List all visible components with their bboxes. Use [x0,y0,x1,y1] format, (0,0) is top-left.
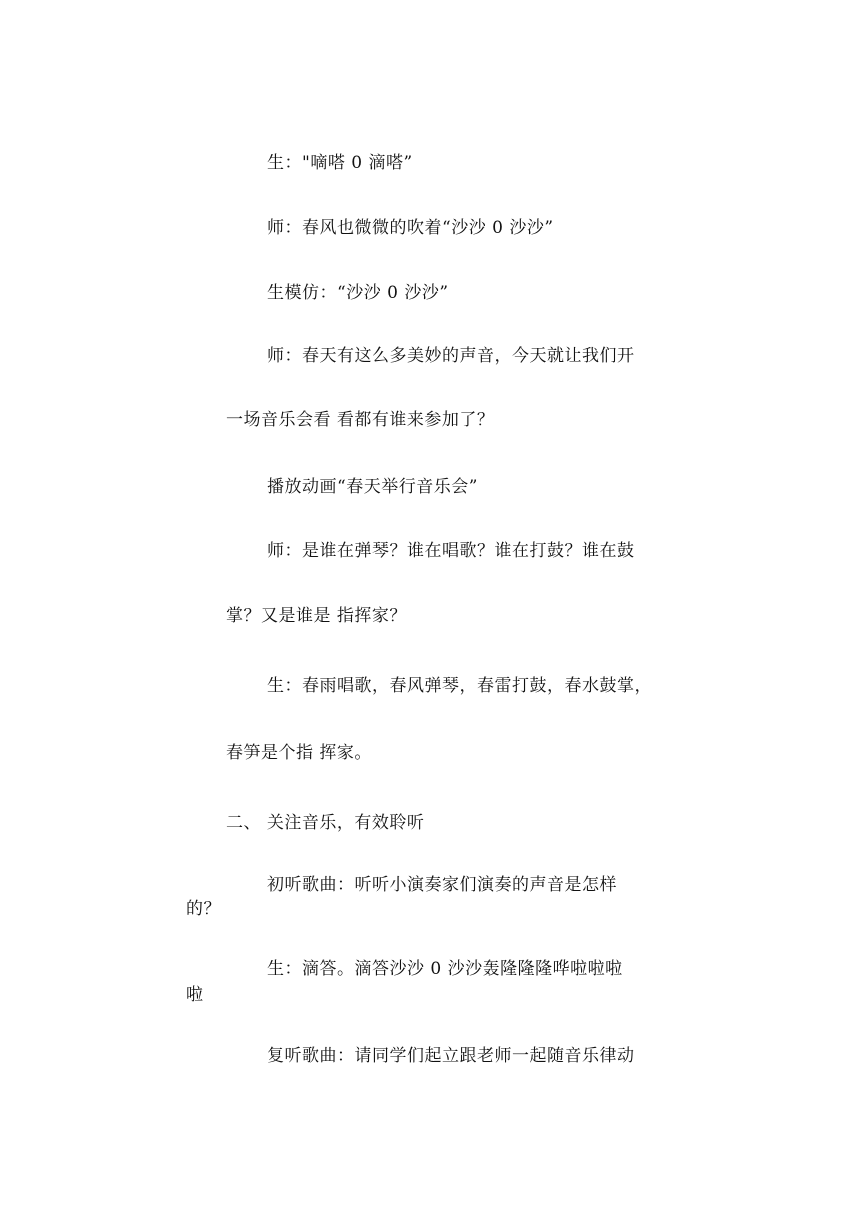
text-line: 的？ [186,899,221,919]
text-line: 初听歌曲：听听小演奏家们演奏的声音是怎样 [267,875,617,895]
text-line: 生：春雨唱歌，春风弹琴，春雷打鼓，春水鼓掌， [267,676,652,696]
text-line: 一场音乐会看 看都有谁来参加了？ [226,410,495,430]
text-line: 生模仿：“沙沙 0 沙沙” [267,283,449,303]
text-line: 师：春天有这么多美妙的声音，今天就让我们开 [267,346,635,366]
text-line: 啦 [186,985,204,1005]
text-line: 掌？又是谁是 指挥家？ [226,606,407,626]
text-line: 播放动画“春天举行音乐会” [267,477,478,497]
text-line: 春笋是个指 挥家。 [226,743,372,763]
text-line: 生："嘀嗒 0 滴嗒” [267,153,413,173]
text-line: 复听歌曲：请同学们起立跟老师一起随音乐律动 [267,1046,635,1066]
text-line: 生：滴答。滴答沙沙 0 沙沙轰隆隆隆哗啦啦啦 [267,959,623,979]
section-heading: 二、 关注音乐，有效聆听 [226,813,425,833]
text-line: 师：是谁在弹琴？谁在唱歌？谁在打鼓？谁在鼓 [267,541,635,561]
text-line: 师：春风也微微的吹着“沙沙 0 沙沙” [267,218,554,238]
